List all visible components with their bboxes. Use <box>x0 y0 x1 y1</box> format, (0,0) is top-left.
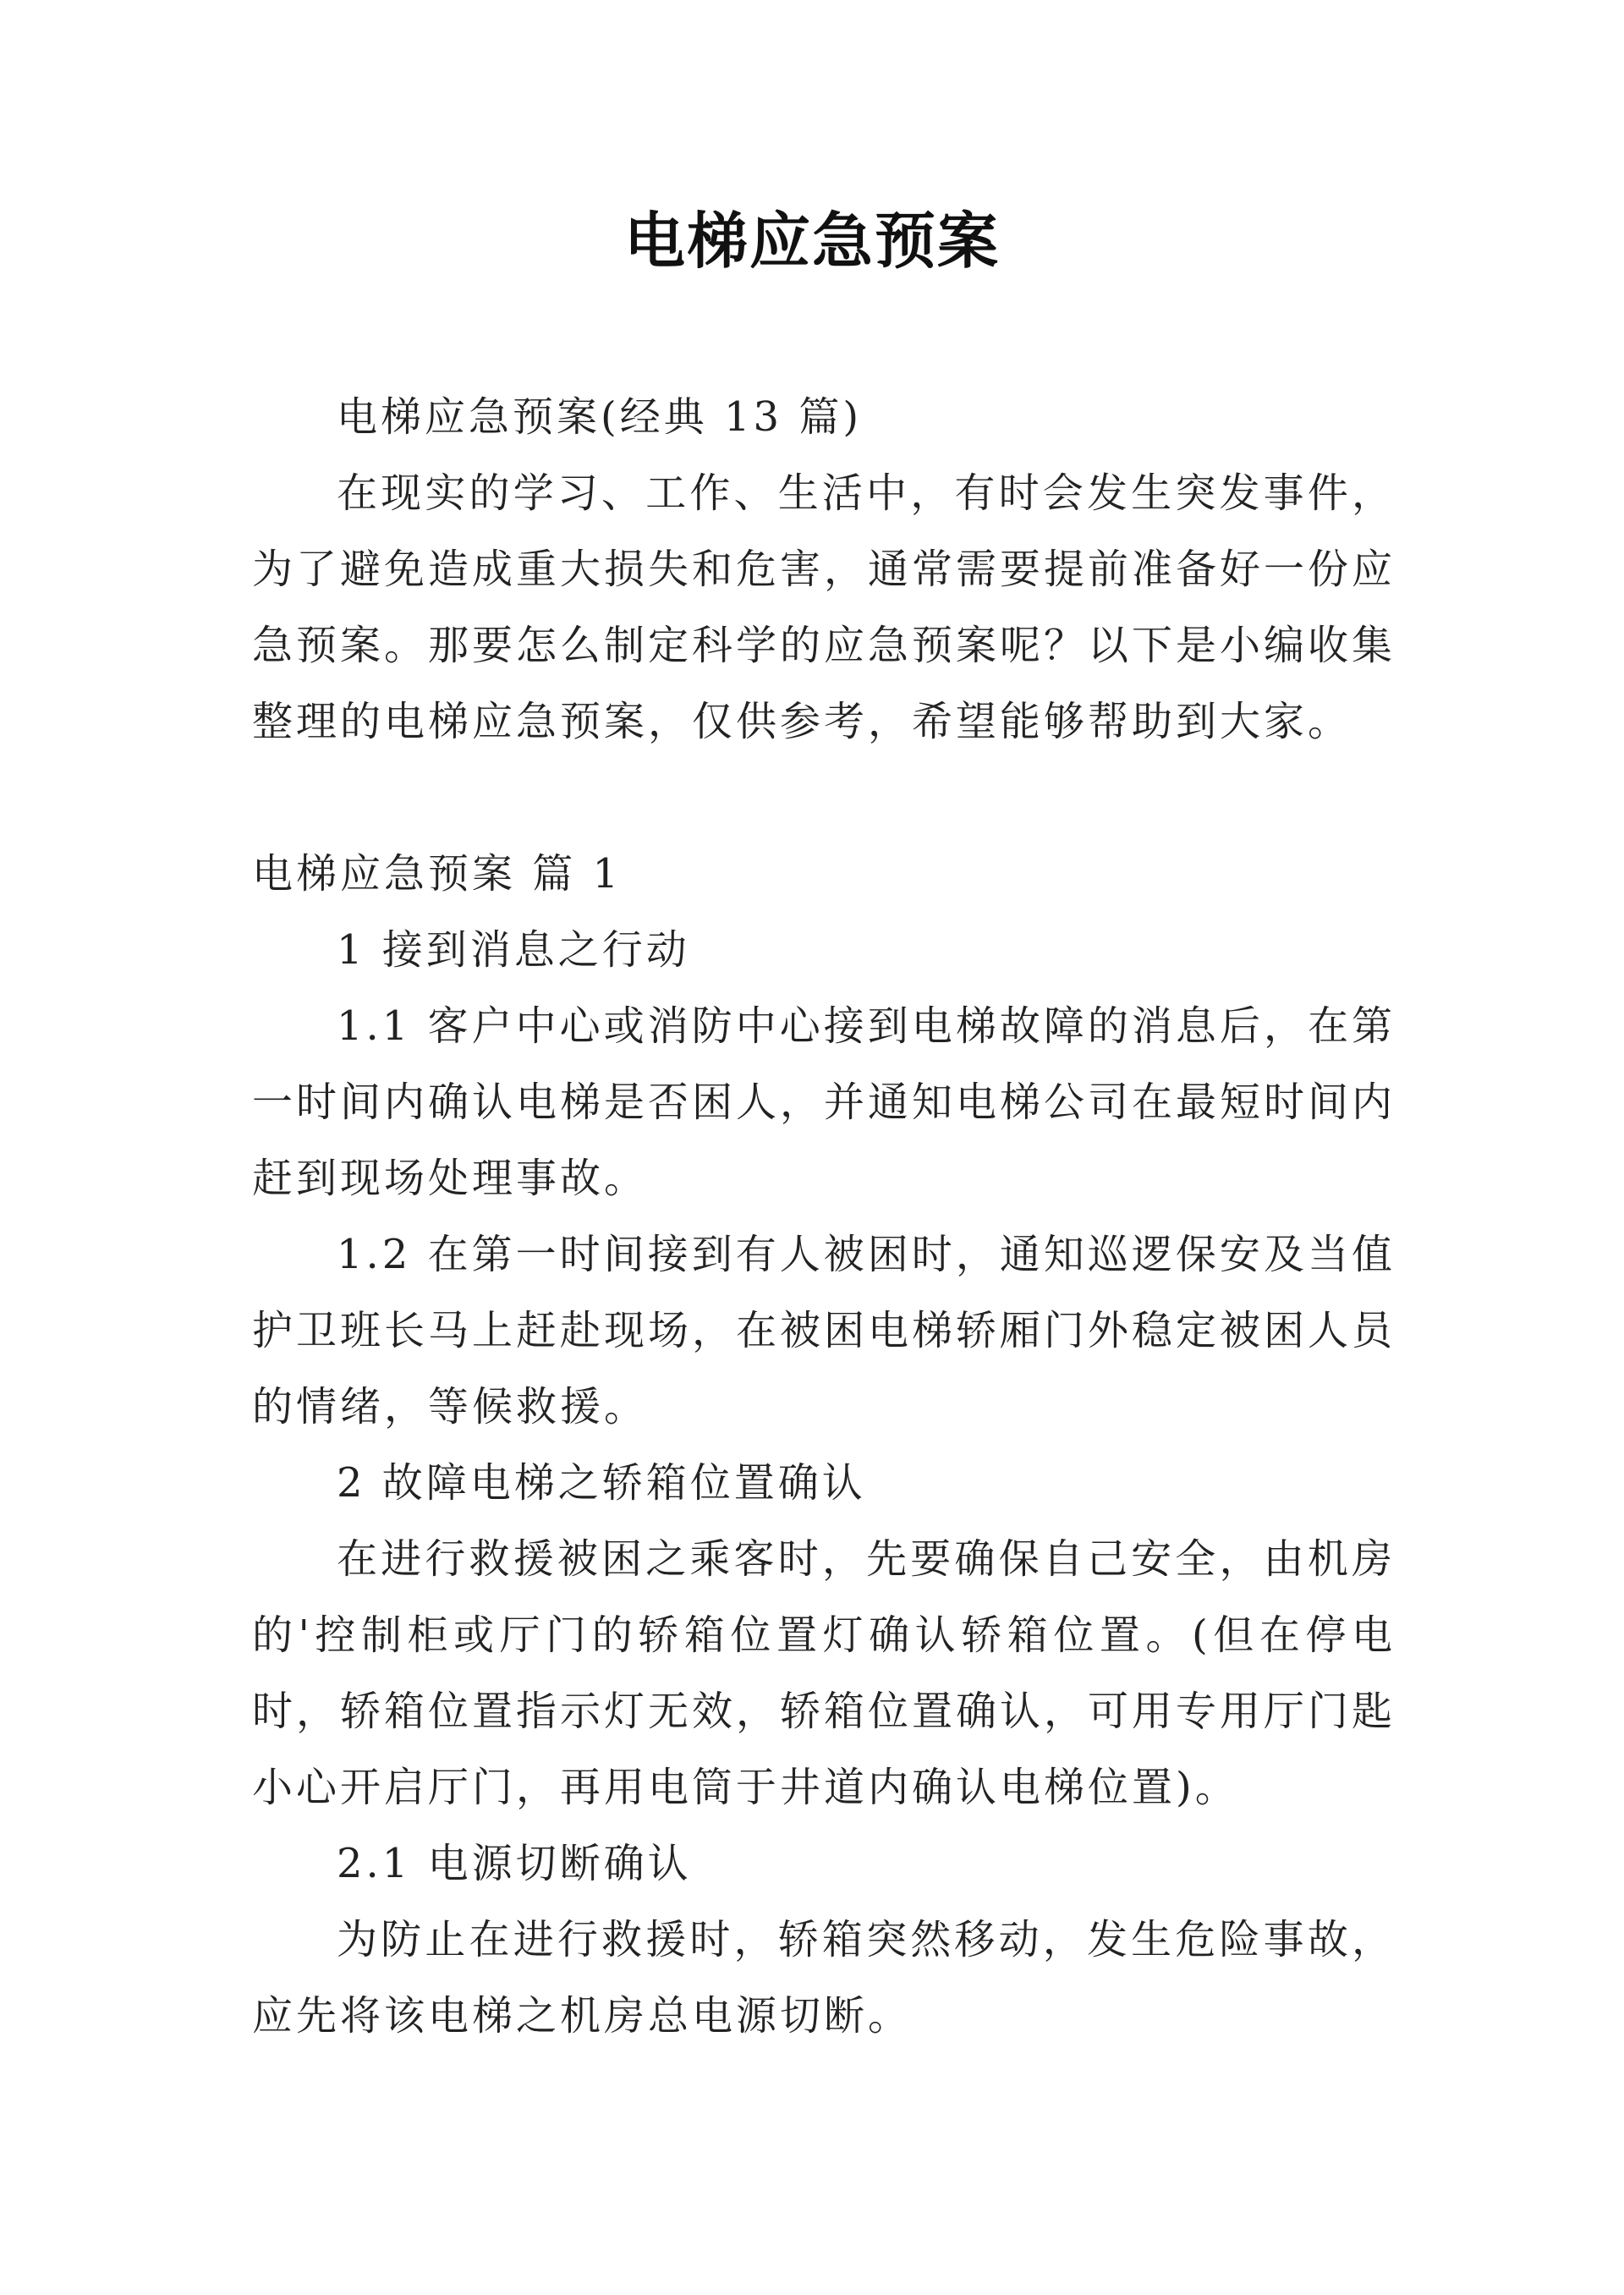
step-heading: 1 接到消息之行动 <box>337 926 690 974</box>
body-paragraph: 1.1 客户中心或消防中心接到电梯故障的消息后，在第一时间内确认电梯是否困人，并通知电梯公司在最短时间内赶到现场处理事故。 <box>252 1002 1396 1202</box>
step-heading: 2.1 电源切断确认 <box>337 1840 692 1887</box>
body-paragraph: 为防止在进行救援时，轿箱突然移动，发生危险事故，应先将该电梯之机房总电源切断。 <box>252 1916 1396 2040</box>
body-paragraph: 1.2 在第一时间接到有人被困时，通知巡逻保安及当值护卫班长马上赶赴现场，在被困电梯轿厢门外稳定被困人员的情绪，等候救援。 <box>252 1231 1396 1430</box>
body-paragraph: 在进行救援被困之乘客时，先要确保自己安全，由机房的'控制柜或厅门的轿箱位置灯确认轿箱位置。(但在停电时，轿箱位置指示灯无效，轿箱位置确认，可用专用厅门匙小心开启厅门，再用电筒于井道内确认电梯位置)。 <box>252 1535 1396 1811</box>
document-subtitle: 电梯应急预案(经典 13 篇) <box>337 393 863 441</box>
step-heading: 2 故障电梯之轿箱位置确认 <box>337 1459 866 1507</box>
section-spacer <box>252 760 1396 836</box>
intro-paragraph: 在现实的学习、工作、生活中，有时会发生突发事件，为了避免造成重大损失和危害，通常需要提前准备好一份应急预案。那要怎么制定科学的应急预案呢？以下是小编收集整理的电梯应急预案，仅供参考，希望能够帮助到大家。 <box>252 469 1396 745</box>
document-body <box>252 379 1396 2054</box>
document-title: 电梯应急预案 <box>623 206 1000 277</box>
section-heading: 电梯应急预案 篇 1 <box>252 850 623 898</box>
